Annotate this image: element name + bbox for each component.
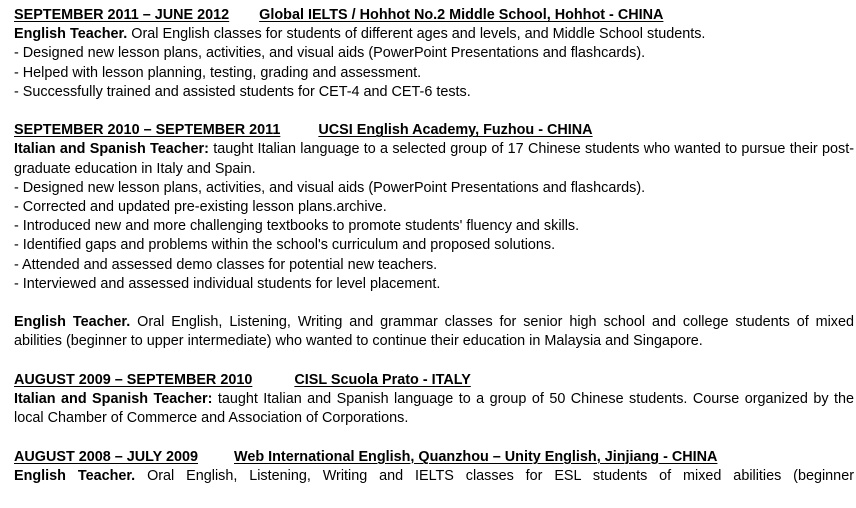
- entry-role: English Teacher.: [14, 314, 131, 331]
- experience-entry-global-ielts: [14, 6, 854, 102]
- entry-period: AUGUST 2009 – SEPTEMBER 2010: [14, 371, 253, 388]
- spacer: [14, 102, 854, 121]
- entry-role: Italian and Spanish Teacher:: [14, 141, 209, 158]
- list-item: - Designed new lesson plans, activities, and visual aids (PowerPoint Presentations and flashcards).: [14, 45, 646, 62]
- entry-role-line: [14, 390, 854, 428]
- entry-role: English Teacher.: [14, 467, 136, 484]
- entry-role-line: [14, 25, 854, 44]
- list-item: - Identified gaps and problems within the school's curriculum and proposed solutions.: [14, 237, 556, 254]
- spacer: [14, 428, 854, 447]
- entry-description: Oral English, Listening, Writing and IELTS classes for ESL students of mixed abilities (beginner: [135, 467, 854, 484]
- entry-institution: Web International English, Quanzhou – Unity English, Jinjiang - CHINA: [234, 448, 718, 465]
- entry-heading: [14, 448, 854, 467]
- entry-institution: CISL Scuola Prato - ITALY: [294, 371, 471, 388]
- entry-heading: [14, 121, 854, 140]
- entry-description: taught Italian and Spanish language to a group of 50 Chinese students. Course organized by the local Chamber of Commerce and Association of Corporations.: [14, 391, 854, 427]
- list-item: - Attended and assessed demo classes for potential new teachers.: [14, 256, 438, 273]
- entry-role-line-secondary: [14, 313, 854, 351]
- list-item: - Interviewed and assessed individual students for level placement.: [14, 275, 441, 292]
- entry-period: AUGUST 2008 – JULY 2009: [14, 448, 198, 465]
- list-item: - Helped with lesson planning, testing, grading and assessment.: [14, 64, 422, 81]
- experience-entry-cisl: [14, 371, 854, 429]
- resume-experience-section: [14, 6, 854, 486]
- entry-period: SEPTEMBER 2010 – SEPTEMBER 2011: [14, 122, 281, 139]
- experience-entry-web-international: [14, 448, 854, 486]
- experience-entry-ucsi: [14, 121, 854, 351]
- entry-institution: Global IELTS / Hohhot No.2 Middle School, Hohhot - CHINA: [259, 7, 664, 23]
- entry-description: Oral English, Listening, Writing and grammar classes for senior high school and college students of mixed abilities (beginner to upper intermediate) who wanted to continue their education in Malaysia and Singapore.: [14, 314, 854, 350]
- spacer: [14, 352, 854, 371]
- entry-period: SEPTEMBER 2011 – JUNE 2012: [14, 7, 230, 23]
- entry-role-line: [14, 140, 854, 178]
- list-item: - Designed new lesson plans, activities, and visual aids (PowerPoint Presentations and flashcards).: [14, 179, 646, 196]
- entry-description: taught Italian language to a selected group of 17 Chinese students who wanted to pursue their post-graduate education in Italy and Spain.: [14, 141, 854, 177]
- entry-heading: [14, 6, 854, 25]
- entry-role-line: [14, 467, 854, 486]
- entry-heading: [14, 371, 854, 390]
- entry-institution: UCSI English Academy, Fuzhou - CHINA: [318, 122, 593, 139]
- list-item: - Introduced new and more challenging textbooks to promote students' fluency and skills.: [14, 218, 580, 235]
- spacer: [14, 294, 854, 313]
- entry-description: Oral English classes for students of different ages and levels, and Middle School students.: [127, 26, 706, 43]
- entry-role: English Teacher.: [14, 26, 128, 43]
- entry-role: Italian and Spanish Teacher:: [14, 391, 213, 408]
- list-item: - Corrected and updated pre-existing lesson plans.archive.: [14, 199, 387, 216]
- list-item: - Successfully trained and assisted students for CET-4 and CET-6 tests.: [14, 83, 471, 100]
